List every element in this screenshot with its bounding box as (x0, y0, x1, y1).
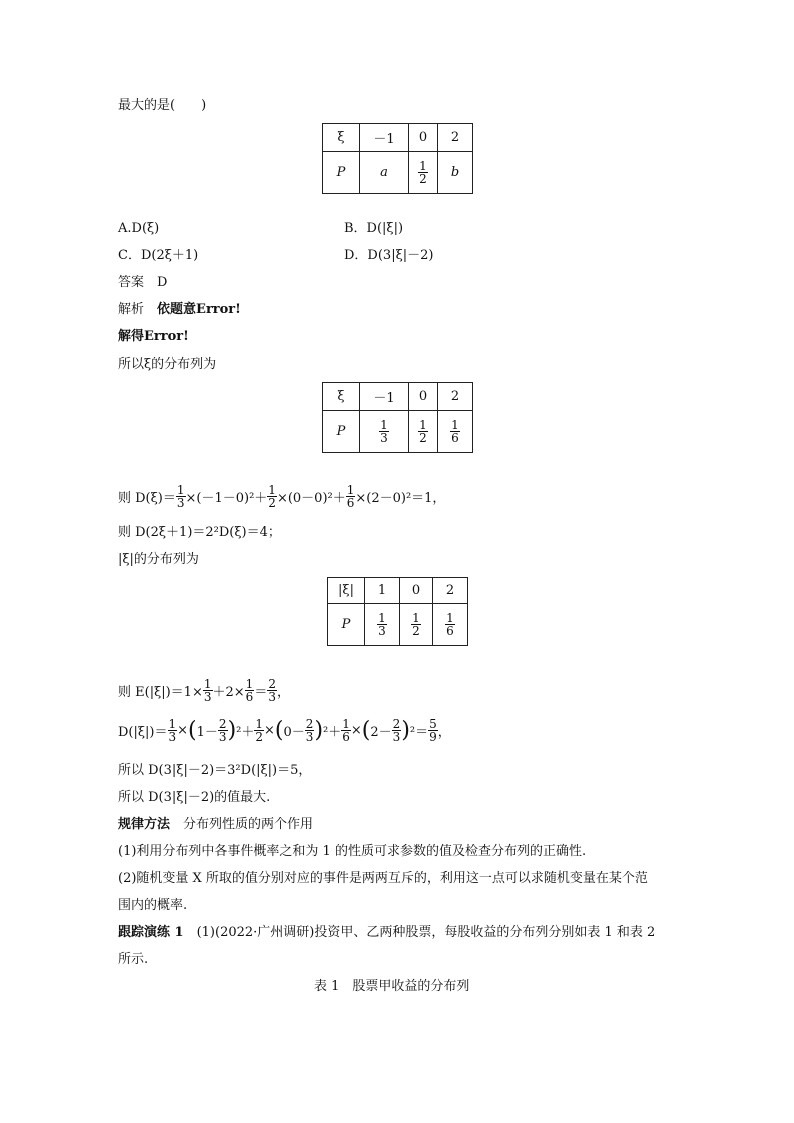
analysis-line-2: 解得Error! (118, 329, 189, 344)
formula-text: ， (276, 685, 290, 700)
table1-header-2: 0 (409, 124, 438, 152)
table3-header-2: 0 (400, 578, 433, 604)
fraction: $\frac{2}{3}$ (268, 677, 276, 704)
table1-cell-a: a (360, 152, 409, 194)
table-caption: 表 1 股票甲收益的分布列 (314, 979, 470, 994)
option-c: C．D(2ξ＋1) (118, 248, 199, 263)
formula-text: ²＋ (236, 725, 255, 740)
variance-formula-1 (118, 484, 445, 509)
paren: ) (314, 717, 324, 743)
conclusion-line-2: 所以 D(3|ξ|－2)的值最大. (118, 790, 271, 805)
conclusion-line-1: 所以 D(3|ξ|－2)＝3²D(|ξ|)＝5， (118, 763, 312, 778)
fraction: $\frac{1}{6}$ (245, 677, 254, 704)
method-point-2a: (2)随机变量 X 所取的值分别对应的事件是两两互斥的，利用这一点可以求随机变量在某个范 (118, 871, 648, 886)
table2-cell-1 (360, 411, 409, 453)
fraction: $\frac{1}{2}$ (412, 611, 420, 638)
distribution-table-1 (322, 123, 473, 194)
table1-header-0: ξ (323, 124, 360, 152)
fraction: $\frac{2}{3}$ (305, 717, 314, 744)
abs-variance-formula (118, 718, 451, 743)
table3-header-3: 2 (433, 578, 468, 604)
formula-text: ×(0－0)²＋ (276, 491, 346, 506)
practice-text-a: (1)(2022·广州调研)投资甲、乙两种股票，每股收益的分布列分别如表 1 和表 2 (196, 925, 656, 940)
expectation-formula (118, 678, 290, 703)
method-point-1: (1)利用分布列中各事件概率之和为 1 的性质可求参数的值及检查分布列的正确性. (118, 844, 587, 859)
table2-header-2: 0 (409, 383, 438, 411)
paren: ( (188, 717, 197, 743)
formula-text: D(|ξ|)＝ (118, 725, 168, 740)
table2-cell-2 (409, 411, 438, 453)
distribution-table-2 (322, 382, 473, 453)
analysis-text-1: 依题意Error! (157, 302, 241, 317)
fraction: $\frac{1}{3}$ (168, 717, 177, 744)
table3-header-1: 1 (365, 578, 400, 604)
formula-text: ， (437, 725, 451, 740)
table2-header-0: ξ (323, 383, 360, 411)
table2-header-1: －1 (360, 383, 409, 411)
formula-text: ²＝ (409, 725, 429, 740)
method-title: 分布列性质的两个作用 (183, 817, 314, 832)
practice-label: 跟踪演练 1 (118, 925, 184, 940)
fraction: $\frac{1}{3}$ (203, 677, 212, 704)
formula-text: ²＋ (323, 725, 342, 740)
fraction: $\frac{1}{2}$ (419, 159, 427, 186)
paren: ( (361, 717, 371, 743)
table3-cell-1 (365, 604, 400, 646)
method-point-2b: 围内的概率. (118, 898, 188, 913)
method-label: 规律方法 (118, 817, 171, 832)
answer-value: D (157, 275, 168, 290)
table3-cell-2 (400, 604, 433, 646)
answer-line (118, 274, 167, 292)
formula-text: ＋2× (212, 685, 245, 700)
fraction: $\frac{1}{2}$ (255, 717, 264, 744)
table2-header-3: 2 (438, 383, 473, 411)
fraction: $\frac{1}{6}$ (446, 611, 454, 638)
formula-text: ×(－1－0)²＋ (185, 491, 268, 506)
fraction: $\frac{1}{6}$ (342, 717, 350, 744)
practice-line-1 (118, 924, 655, 942)
option-d: D．D(3|ξ|－2) (344, 248, 434, 263)
formula-text: 则 E(|ξ|)＝1× (118, 685, 203, 700)
formula-text: 则 D(ξ)＝ (118, 491, 176, 506)
formula-text: × (264, 723, 275, 738)
fraction: $\frac{1}{3}$ (378, 611, 386, 638)
abs-distribution-intro: |ξ|的分布列为 (118, 552, 199, 567)
fraction: $\frac{1}{6}$ (451, 418, 459, 445)
fraction: $\frac{5}{9}$ (429, 717, 437, 744)
fraction: $\frac{1}{3}$ (380, 418, 388, 445)
fraction: $\frac{1}{2}$ (268, 483, 276, 510)
paren: ( (274, 717, 284, 743)
formula-text: 0－ (283, 725, 305, 740)
table3-row-label: P (328, 604, 365, 646)
table1-cell-b: b (438, 152, 473, 194)
answer-label: 答案 (118, 275, 145, 290)
analysis-label: 解析 (118, 302, 145, 317)
table1-header-1: －1 (360, 124, 409, 152)
distribution-table-3 (327, 577, 468, 646)
table2-cell-3 (438, 411, 473, 453)
practice-line-2: 所示. (118, 952, 149, 967)
option-a: A.D(ξ) (118, 221, 160, 236)
formula-text: ×(2－0)²＝1， (355, 491, 446, 506)
table1-cell-half (409, 152, 438, 194)
table3-header-0: |ξ| (328, 578, 365, 604)
formula-text: × (350, 723, 362, 738)
formula-text: 2－ (370, 725, 392, 740)
variance-formula-2: 则 D(2ξ＋1)＝2²D(ξ)＝4； (118, 525, 281, 540)
table2-row-label: P (323, 411, 360, 453)
formula-text: 1－ (196, 725, 218, 740)
paren: ) (401, 717, 410, 743)
table3-cell-3 (433, 604, 468, 646)
table1-row-label: P (323, 152, 360, 194)
paren: ) (227, 717, 237, 743)
fraction: $\frac{1}{2}$ (419, 418, 427, 445)
table1-header-3: 2 (438, 124, 473, 152)
fraction: $\frac{2}{3}$ (218, 717, 227, 744)
question-stem: 最大的是( ) (118, 98, 207, 113)
fraction: $\frac{2}{3}$ (392, 717, 401, 744)
fraction: $\frac{1}{6}$ (346, 483, 355, 510)
formula-text: × (177, 723, 189, 738)
analysis-line-3: 所以ξ的分布列为 (118, 357, 217, 372)
analysis-line-1 (118, 301, 241, 319)
option-b: B．D(|ξ|) (344, 221, 404, 236)
fraction: $\frac{1}{3}$ (176, 483, 185, 510)
formula-text: ＝ (254, 685, 268, 700)
method-heading (118, 816, 313, 834)
